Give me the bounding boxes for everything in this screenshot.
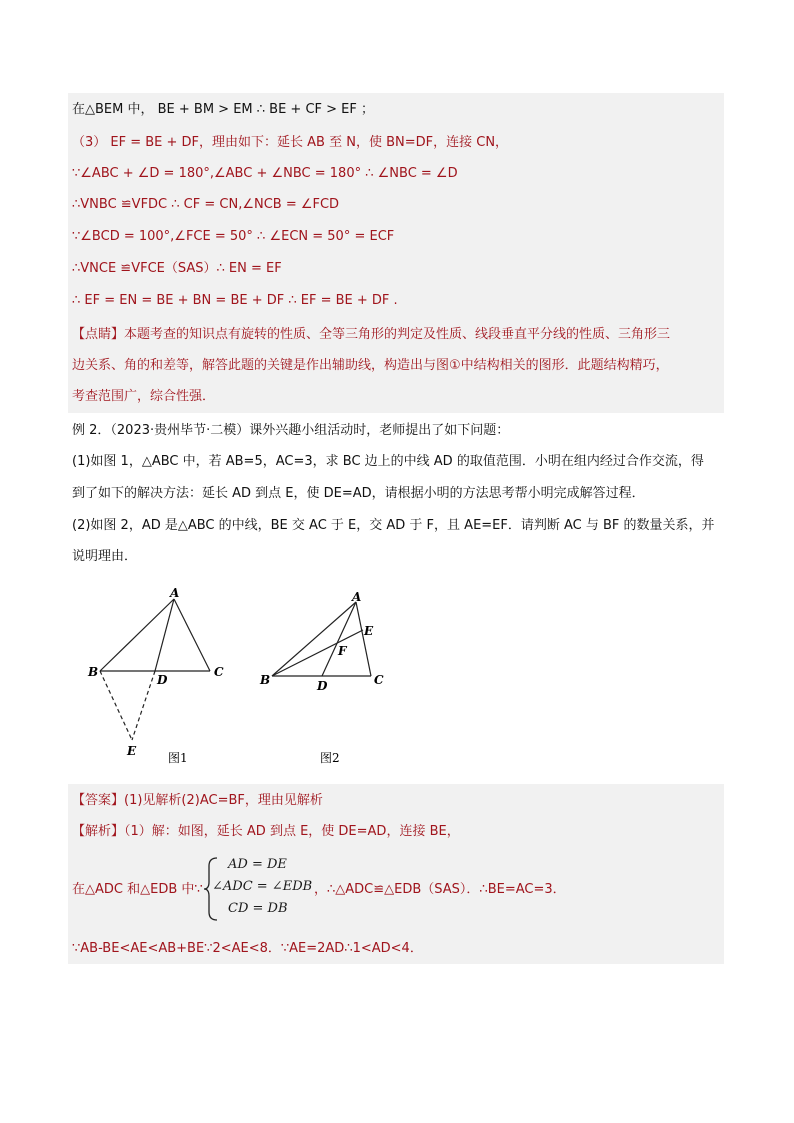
segment-ad <box>155 599 174 671</box>
comment-line-3: 考查范围广，综合性强． <box>72 389 216 404</box>
solution-line-5: ∵∠BCD = 100°,∠FCE = 50° ∴ ∠ECN = 50° = ECF <box>72 229 395 244</box>
equation-2: ∠ADC = ∠EDB <box>212 879 313 894</box>
segment-ac <box>356 602 371 676</box>
analysis-line-2-prefix: 在△ADC 和△EDB 中∵ <box>72 882 203 897</box>
label-e: E <box>127 744 137 758</box>
label-b: B <box>260 673 271 687</box>
comment-line-1: 【点睛】本题考查的知识点有旋转的性质、全等三角形的判定及性质、线段垂直平分线的性质、三角形三 <box>72 327 671 342</box>
segment-be-dashed <box>100 671 132 740</box>
question-1-line-1: (1)如图 1，△ABC 中，若 AB=5，AC=3，求 BC 边上的中线 AD 的取值范围．小明在组内经过合作交流，得 <box>72 454 704 469</box>
question-2-line-1: (2)如图 2，AD 是△ABC 的中线，BE 交 AC 于 E，交 AD 于 F，且 AE=EF．请判断 AC 与 BF 的数量关系，并 <box>72 518 715 533</box>
label-c: C <box>374 673 384 687</box>
label-e: E <box>364 624 374 638</box>
segment-be <box>272 630 363 676</box>
label-d: D <box>317 679 328 693</box>
example-heading: 例 2．（2023·贵州毕节·二模）课外兴趣小组活动时，老师提出了如下问题： <box>72 423 510 438</box>
solution-line-3: ∵∠ABC + ∠D = 180°,∠ABC + ∠NBC = 180° ∴ ∠NBC = ∠D <box>72 166 458 181</box>
label-c: C <box>214 665 224 679</box>
analysis-line-2-suffix: ，∴△ADC≌△EDB（SAS）．∴BE=AC=3． <box>314 882 566 897</box>
segment-ac <box>174 599 210 671</box>
figure-2-caption: 图2 <box>320 751 340 765</box>
comment-line-2: 边关系、角的和差等，解答此题的关键是作出辅助线，构造出与图①中结构相关的图形．此题结构精巧， <box>72 358 669 373</box>
analysis-line-3: ∵AB-BE<AE<AB+BE∵2<AE<8．∵AE=2AD∴1<AD<4． <box>72 941 423 956</box>
figure-2 <box>250 585 400 770</box>
solution-line-4: ∴VNBC ≌VFDC ∴ CF = CN,∠NCB = ∠FCD <box>72 197 340 212</box>
segment-ab <box>100 599 174 671</box>
equation-3: CD = DB <box>228 901 288 916</box>
solution-line-2: （3） EF = BE + DF，理由如下：延长 AB 至 N，使 BN=DF，连接 CN， <box>72 135 509 150</box>
question-1-line-2: 到了如下的解决方法：延长 AD 到点 E，使 DE=AD，请根据小明的方法思考帮小明完成解答过程． <box>72 486 645 501</box>
segment-ad <box>322 602 356 676</box>
figure-1-caption: 图1 <box>168 751 188 765</box>
label-f: F <box>338 644 347 658</box>
solution-line-1: 在△BEM 中， BE + BM > EM ∴ BE + CF > EF ； <box>72 102 374 117</box>
figure-1 <box>80 585 240 770</box>
solution-line-6: ∴VNCE ≌VFCE（SAS）∴ EN = EF <box>72 261 282 276</box>
solution-line-7: ∴ EF = EN = BE + BN = BE + DF ∴ EF = BE + DF . <box>72 293 398 308</box>
question-2-line-2: 说明理由． <box>72 549 138 564</box>
segment-de-dashed <box>132 671 155 740</box>
label-d: D <box>157 673 168 687</box>
analysis-line-1: 【解析】（1）解：如图，延长 AD 到点 E，使 DE=AD，连接 BE， <box>72 824 460 839</box>
label-a: A <box>170 586 180 600</box>
label-b: B <box>88 665 99 679</box>
label-a: A <box>352 590 362 604</box>
segment-ab <box>272 602 356 676</box>
equation-1: AD = DE <box>228 857 287 872</box>
answer-line: 【答案】(1)见解析(2)AC=BF，理由见解析 <box>72 793 323 808</box>
